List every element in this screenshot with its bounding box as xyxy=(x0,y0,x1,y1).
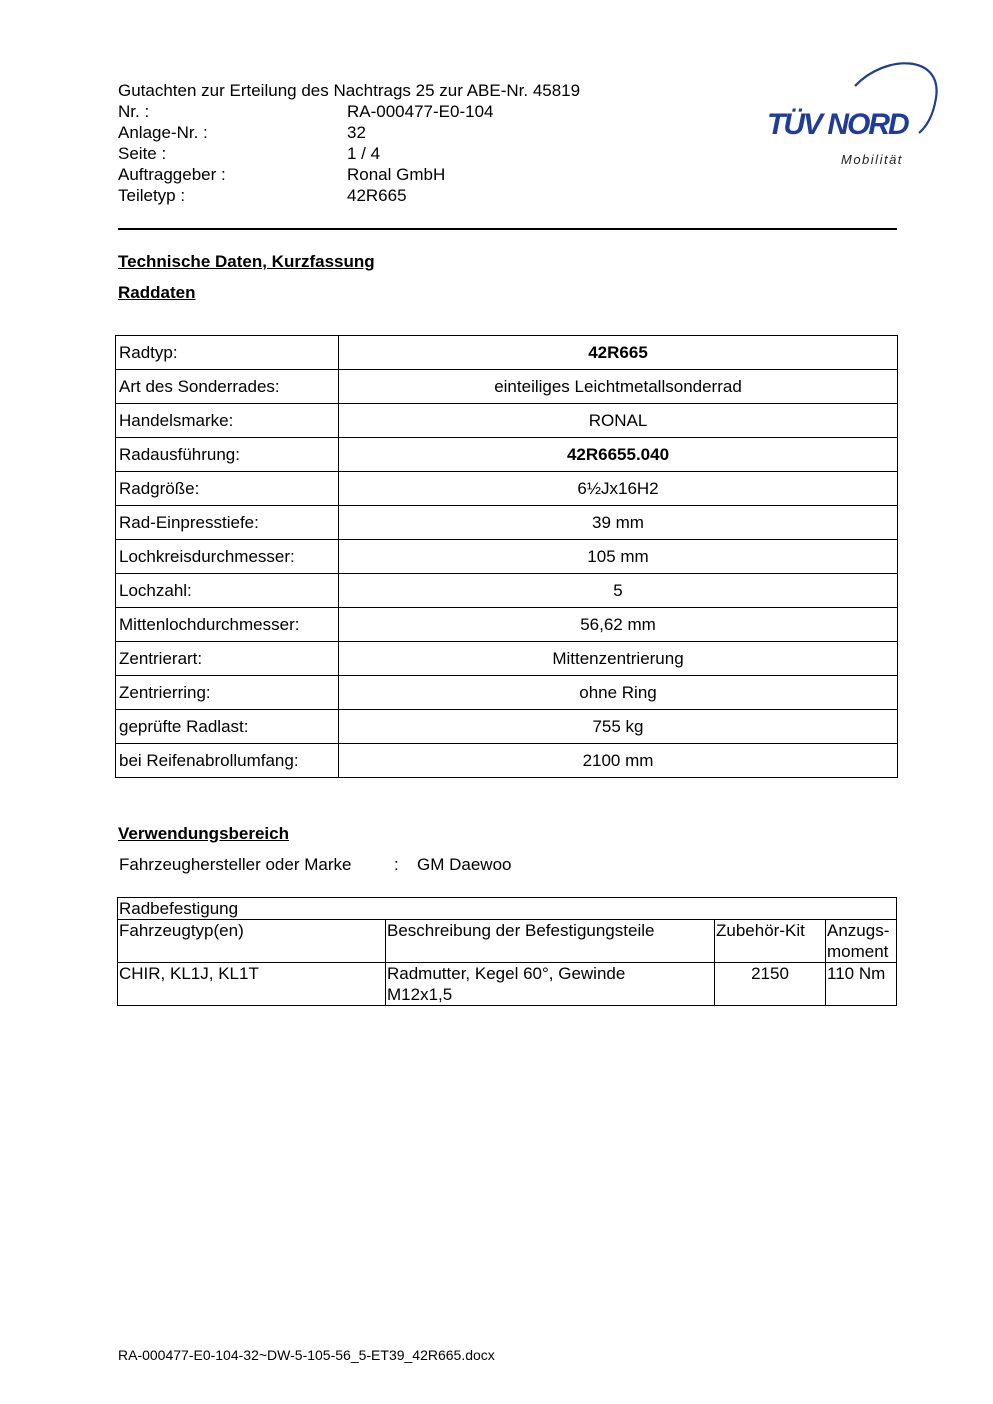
header-field-value: 32 xyxy=(347,123,366,142)
header-divider xyxy=(118,228,897,230)
wheel-data-label: Mittenlochdurchmesser: xyxy=(116,608,339,642)
cell-accessory-kit: 2150 xyxy=(715,963,826,1006)
cell-description: Radmutter, Kegel 60°, Gewinde M12x1,5 xyxy=(386,963,715,1006)
logo-wordmark: TÜV NORD xyxy=(767,108,908,141)
header-field-label: Nr. : xyxy=(118,102,150,121)
wheel-data-value: ohne Ring xyxy=(339,676,898,710)
wheel-data-value: einteiliges Leichtmetallsonderrad xyxy=(339,370,898,404)
logo-subtitle: Mobilität xyxy=(841,152,903,167)
table-row xyxy=(116,744,898,778)
section-subtitle-wheel-data: Raddaten xyxy=(118,283,196,302)
fixing-table-header-row xyxy=(118,920,897,963)
header-field-row xyxy=(118,185,493,206)
header-description: Beschreibung der Befestigungsteile xyxy=(386,920,715,963)
report-title: Gutachten zur Erteilung des Nachtrags 25 zur ABE-Nr. 45819 xyxy=(118,81,581,100)
header-accessory-kit: Zubehör-Kit xyxy=(715,920,826,963)
wheel-data-value: RONAL xyxy=(339,404,898,438)
footer-filename: RA-000477-E0-104-32~DW-5-105-56_5-ET39_42R665.docx xyxy=(118,1347,495,1363)
wheel-data-value: 42R665 xyxy=(339,336,898,370)
header-field-value: 1 / 4 xyxy=(347,144,381,163)
manufacturer-value: GM Daewoo xyxy=(417,855,512,874)
header-field-label: Teiletyp : xyxy=(118,186,186,205)
wheel-data-label: Rad-Einpresstiefe: xyxy=(116,506,339,540)
table-row xyxy=(116,370,898,404)
wheel-data-label: Lochkreisdurchmesser: xyxy=(116,540,339,574)
header-field-row xyxy=(118,143,493,164)
table-row xyxy=(116,574,898,608)
wheel-data-value: 6½Jx16H2 xyxy=(339,472,898,506)
table-row xyxy=(116,608,898,642)
wheel-data-value: Mittenzentrierung xyxy=(339,642,898,676)
wheel-data-value: 39 mm xyxy=(339,506,898,540)
header-field-value: RA-000477-E0-104 xyxy=(347,102,494,121)
table-row xyxy=(116,472,898,506)
tuv-nord-logo xyxy=(765,58,941,170)
header-vehicle-type: Fahrzeugtyp(en) xyxy=(118,920,386,963)
header-field-label: Auftraggeber : xyxy=(118,165,226,184)
wheel-data-label: Radgröße: xyxy=(116,472,339,506)
fixing-table-caption: Radbefestigung xyxy=(118,898,897,920)
header-field-label: Anlage-Nr. : xyxy=(118,123,208,142)
table-row xyxy=(116,404,898,438)
table-row xyxy=(116,710,898,744)
wheel-data-label: Radausführung: xyxy=(116,438,339,472)
wheel-data-value: 105 mm xyxy=(339,540,898,574)
wheel-data-label: Art des Sonderrades: xyxy=(116,370,339,404)
table-row xyxy=(116,438,898,472)
wheel-data-value: 2100 mm xyxy=(339,744,898,778)
wheel-data-label: geprüfte Radlast: xyxy=(116,710,339,744)
wheel-data-value: 56,62 mm xyxy=(339,608,898,642)
manufacturer-line xyxy=(119,855,511,875)
wheel-data-value: 42R6655.040 xyxy=(339,438,898,472)
wheel-data-label: Handelsmarke: xyxy=(116,404,339,438)
header-torque: Anzugs- moment xyxy=(826,920,897,963)
header-field-value: 42R665 xyxy=(347,186,407,205)
header-field-row xyxy=(118,164,493,185)
wheel-data-label: Zentrierart: xyxy=(116,642,339,676)
header-field-label: Seite : xyxy=(118,144,167,163)
table-row xyxy=(116,540,898,574)
section-title-technical-data: Technische Daten, Kurzfassung xyxy=(118,252,375,271)
manufacturer-label: Fahrzeughersteller oder Marke xyxy=(119,855,352,874)
cell-torque: 110 Nm xyxy=(826,963,897,1006)
wheel-fixing-table xyxy=(117,897,897,1006)
table-row xyxy=(116,506,898,540)
header-fields xyxy=(118,101,493,206)
wheel-data-value: 5 xyxy=(339,574,898,608)
manufacturer-separator: : xyxy=(394,855,399,874)
wheel-data-label: Zentrierring: xyxy=(116,676,339,710)
wheel-data-label: bei Reifenabrollumfang: xyxy=(116,744,339,778)
section-title-usage: Verwendungsbereich xyxy=(118,824,289,843)
wheel-data-label: Radtyp: xyxy=(116,336,339,370)
table-row xyxy=(118,963,897,1006)
cell-vehicle-type: CHIR, KL1J, KL1T xyxy=(118,963,386,1006)
wheel-data-label: Lochzahl: xyxy=(116,574,339,608)
table-row xyxy=(116,642,898,676)
table-row xyxy=(116,676,898,710)
header-field-row xyxy=(118,101,493,122)
wheel-data-table xyxy=(115,335,898,778)
table-row xyxy=(116,336,898,370)
header-field-value: Ronal GmbH xyxy=(347,165,446,184)
wheel-data-value: 755 kg xyxy=(339,710,898,744)
header-field-row xyxy=(118,122,493,143)
